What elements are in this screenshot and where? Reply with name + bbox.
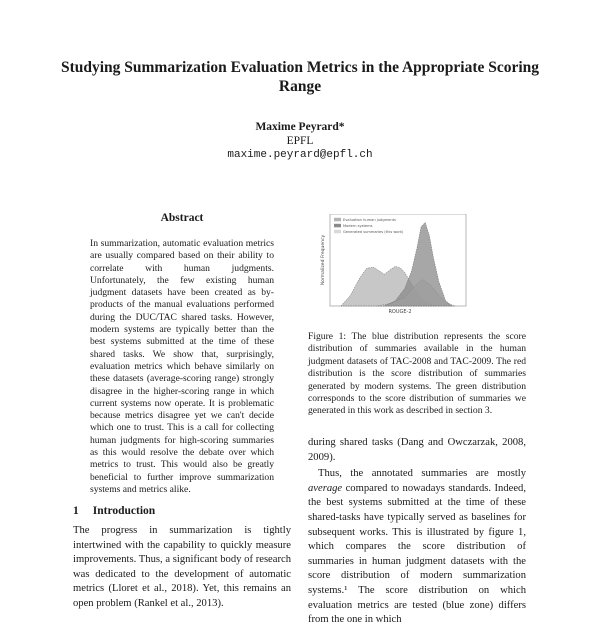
paragraph-continuation: during shared tasks (Dang and Owczarzak, 2008, 2009). — [308, 437, 526, 463]
abstract-text: In summarization, automatic evaluation metrics are usually compared based on their ability to correlate with human judgments. Unfortunately, the few existing human judgment datasets have been created as by-products of the manual evaluations performed during the DUC/TAC shared tasks. However, modern systems are typically better than the best systems submitted at the time of these shared tasks. We show that, surprisingly, evaluation metrics which behave similarly on these datasets (average-scoring range) strongly disagree in the higher-scoring range in which current systems now operate. It is problematic because metrics disagree yet we can't decide which one to trust. This is a call for collecting human judgments for high-scoring summaries as this would resolve the debate over which metrics to trust. This would also be greatly beneficial to further improve summarization systems and metrics alike. — [90, 238, 274, 495]
y-axis-label: Normalized Frequency — [321, 234, 326, 286]
section-number: 1 — [73, 505, 79, 517]
legend-swatch-3 — [334, 230, 341, 234]
figure-1-caption: Figure 1: The blue distribution represents the score distribution of summaries available in the human judgment datasets of TAC-2008 and TAC-2009. The red distribution is the score distribution of summaries generated by modern systems. The green distribution corresponds to the score distribution of summaries we generated in this work as described in section 3. — [308, 331, 526, 417]
section-title: Introduction — [92, 505, 156, 517]
author-name: Maxime Peyrard* — [255, 121, 345, 133]
introduction-text: The progress in summarization is tightly intertwined with the capability to quickly measure improvements. Thus, a significant body of research was dedicated to the development of automatic metrics (Lloret et al., 2018). Yet, this remains an open problem (Rankel et al., 2013). — [73, 525, 291, 609]
author-email: maxime.peyrard@epfl.ch — [227, 149, 373, 161]
legend-label-3: Generated summaries (this work) — [343, 230, 404, 234]
figure-1-chart — [316, 214, 468, 314]
chart-legend — [334, 218, 404, 234]
para-text-end: compared to nowadays standards. Indeed, the best systems submitted at the time of these shared-tasks have typically served as baselines for subsequent works. This is illustrated by figure 1, which compares the score distribution of summaries in human judgment datasets with the score distribution of modern summarization systems.¹ The score distribution on which evaluation metrics are tested (blue zone) differs from the one in which — [308, 482, 526, 626]
author-affiliation: EPFL — [286, 135, 314, 147]
legend-swatch-1 — [334, 218, 341, 222]
paragraph-annotated-summaries — [308, 467, 526, 628]
paper-title: Studying Summarization Evaluation Metrics in the Appropriate Scoring Range — [60, 59, 540, 95]
chart-areas — [341, 222, 455, 306]
legend-label-1: Evaluation human judgments — [343, 218, 396, 222]
emphasis-average: average — [308, 482, 343, 494]
section-heading — [73, 505, 155, 517]
x-axis-label: ROUGE-2 — [388, 309, 412, 314]
para-text-start: Thus, the annotated summaries are mostly — [318, 468, 526, 480]
right-column-text — [308, 436, 526, 628]
legend-label-2: Modern systems — [343, 224, 373, 228]
abstract-heading: Abstract — [160, 212, 204, 224]
legend-swatch-2 — [334, 224, 341, 228]
